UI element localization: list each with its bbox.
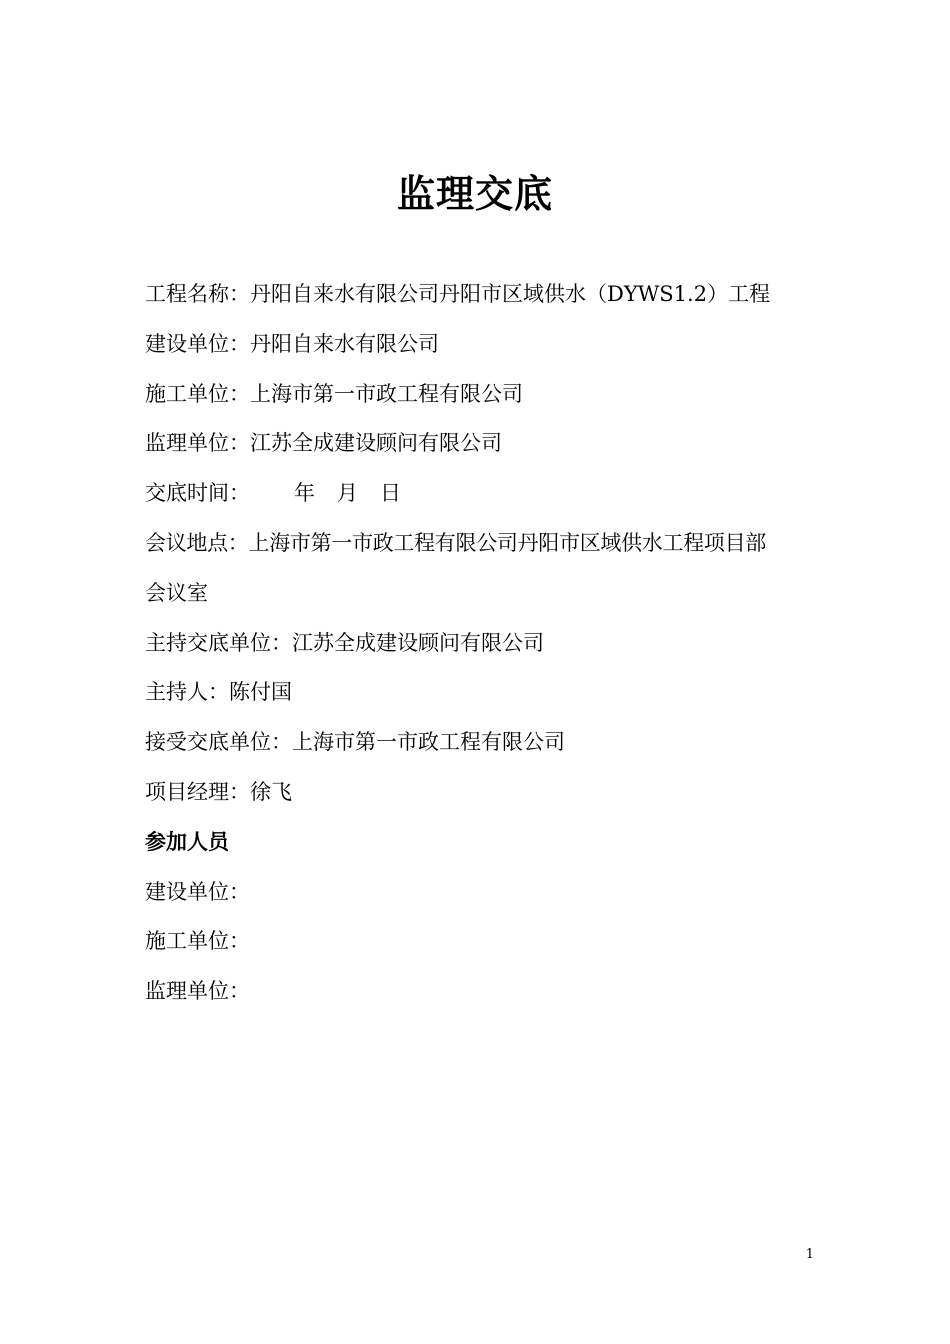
host-unit-line: 主持交底单位：江苏全成建设顾问有限公司 (145, 630, 544, 655)
participants-heading: 参加人员 (145, 829, 229, 854)
participants-supervisor-line: 监理单位： (145, 979, 250, 1004)
date-month: 月 (337, 481, 358, 506)
receiving-unit-line: 接受交底单位：上海市第一市政工程有限公司 (145, 730, 565, 755)
date-label: 交底时间： (145, 481, 250, 506)
contractor-line: 施工单位：上海市第一市政工程有限公司 (145, 381, 523, 406)
project-name-line: 工程名称：丹阳自来水有限公司丹阳市区域供水（DYWS1.2）工程 (145, 282, 771, 306)
owner-line: 建设单位：丹阳自来水有限公司 (145, 331, 439, 356)
meeting-place-continuation: 会议室 (145, 580, 208, 605)
participants-owner-line: 建设单位： (145, 879, 250, 904)
document-title: 监理交底 (396, 172, 553, 216)
date-year: 年 (294, 481, 315, 506)
project-manager-line: 项目经理：徐飞 (145, 779, 292, 804)
participants-contractor-line: 施工单位： (145, 929, 250, 954)
document-body (145, 270, 815, 1017)
host-person-line: 主持人：陈付国 (145, 680, 292, 705)
page-number: 1 (805, 1247, 814, 1262)
meeting-place-line: 会议地点：上海市第一市政工程有限公司丹阳市区域供水工程项目部 (145, 530, 766, 555)
supervisor-line: 监理单位：江苏全成建设顾问有限公司 (145, 431, 502, 456)
date-line (145, 469, 815, 519)
date-day: 日 (380, 481, 401, 506)
